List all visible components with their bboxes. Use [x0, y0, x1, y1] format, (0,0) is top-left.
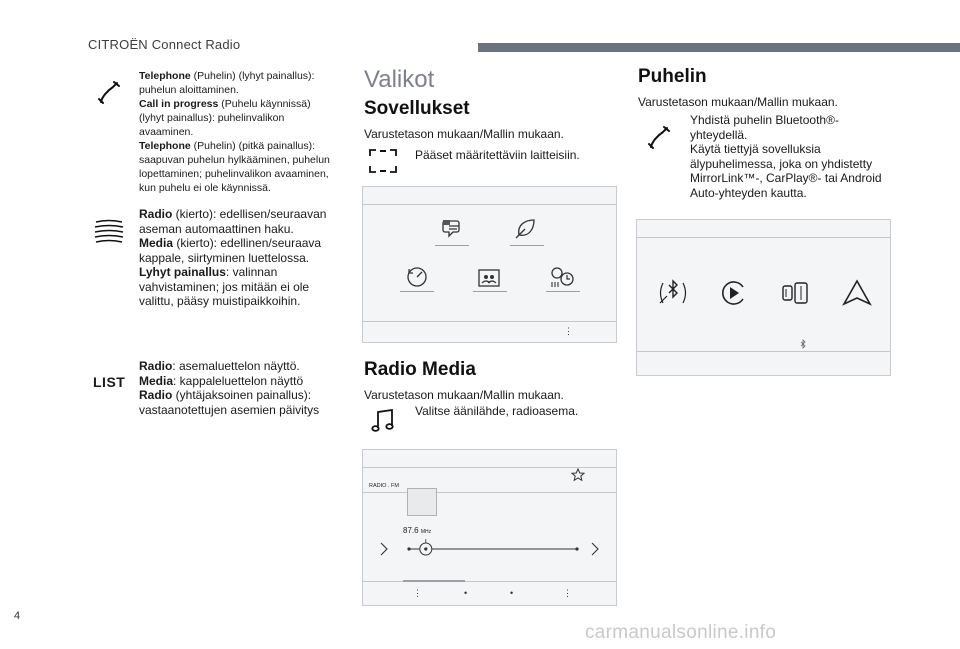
text-line: puhelun aloittaminen.: [139, 84, 239, 96]
text-line: Yhdistä puhelin Bluetooth®-: [690, 113, 839, 127]
text-line-bold: Radio: [139, 359, 173, 373]
mirrorlink-icon[interactable]: [779, 277, 813, 309]
frequency-slider[interactable]: [377, 538, 602, 562]
dot-icon[interactable]: •: [510, 588, 514, 598]
gauge-icon[interactable]: [405, 265, 429, 289]
carplay-icon[interactable]: [717, 277, 749, 309]
text-line-bold: Call in progress: [139, 98, 219, 110]
list-description: [139, 359, 354, 417]
page-number: 4: [14, 610, 21, 622]
telephone-description: [139, 69, 354, 195]
text-line: Radio (yhtäjaksoinen painallus):: [139, 388, 312, 402]
next-station-icon[interactable]: [592, 543, 598, 555]
text-line: Call in progress (Puhelu käynnissä): [139, 98, 311, 110]
contacts-card-icon[interactable]: [477, 267, 501, 289]
apps-screen: [362, 186, 617, 343]
rotary-knob-icon: [94, 219, 124, 243]
more-options-icon[interactable]: ⋮: [563, 588, 572, 598]
text-line: kun puhelu ei ole käynnissä.: [139, 182, 271, 194]
android-auto-icon[interactable]: [841, 277, 873, 309]
text-line: aseman automaattinen haku.: [139, 221, 294, 236]
dot-icon[interactable]: •: [464, 588, 468, 598]
page-header-title: CITROËN Connect Radio: [88, 37, 241, 52]
header-bar: [478, 43, 960, 52]
text-line: vahvistaminen; jos mitään ei ole: [139, 279, 310, 294]
climate-timer-icon[interactable]: [549, 265, 575, 289]
text-line: Media (kierto): edellinen/seuraava: [139, 236, 322, 250]
phone-icon: [97, 80, 123, 106]
phone-screen: [636, 219, 891, 376]
text-line: saapuvan puhelun hylkääminen, puhelun: [139, 154, 330, 166]
radio-knob-description: [139, 207, 354, 309]
radio-screen: [362, 449, 617, 606]
phone-description: [690, 113, 890, 200]
active-tab-indicator: [403, 580, 465, 582]
phone-icon: [647, 125, 673, 151]
star-favorite-icon[interactable]: [571, 468, 585, 482]
text-line-bold: Radio: [139, 207, 173, 221]
text-line: Radio: asemaluettelon näyttö.: [139, 359, 300, 373]
slider-knob[interactable]: [420, 539, 432, 555]
connected-apps-icon[interactable]: [441, 217, 465, 241]
music-note-icon: [370, 408, 396, 434]
more-options-icon[interactable]: ⋮: [413, 588, 422, 598]
menus-heading: Valikot: [364, 66, 435, 93]
leaf-eco-icon[interactable]: [513, 217, 537, 241]
text-line-bold: Media: [139, 373, 174, 388]
radio-media-subtitle: Varustetason mukaan/Mallin mukaan.: [364, 388, 564, 402]
text-line: vastaanotettujen asemien päivitys: [139, 402, 320, 417]
text-line: Telephone (Puhelin) (lyhyt painallus):: [139, 70, 315, 82]
band-label: RADIO . FM: [369, 483, 399, 489]
text-line-bold: Media: [139, 236, 174, 250]
text-line: valittu, pääsy muistipaikkoihin.: [139, 294, 301, 308]
apps-title: Sovellukset: [364, 98, 470, 119]
text-line-bold: Telephone: [139, 70, 191, 82]
text-line: Lyhyt painallus: valinnan: [139, 265, 278, 279]
radio-media-description: Valitse äänilähde, radioasema.: [415, 404, 579, 418]
text-line-bold: Telephone: [139, 140, 191, 152]
text-line: avaaminen.: [139, 126, 194, 138]
watermark: carmanualsonline.info: [585, 622, 777, 643]
text-line-bold: Lyhyt painallus: [139, 265, 226, 279]
station-artwork: [407, 488, 437, 516]
more-options-icon[interactable]: ⋮: [564, 326, 573, 336]
apps-grid-icon: [368, 148, 398, 174]
apps-subtitle: Varustetason mukaan/Mallin mukaan.: [364, 127, 564, 141]
apps-description: Pääset määritettäviin laitteisiin.: [415, 148, 580, 162]
text-line: kappale, siirtyminen luettelossa.: [139, 250, 310, 265]
text-line: lopettaminen; puhelinvalikon avaaminen,: [139, 168, 329, 180]
phone-title: Puhelin: [638, 66, 707, 87]
list-button-label: LIST: [93, 374, 126, 390]
text-line: MirrorLink™-, CarPlay®- tai Android: [690, 171, 882, 185]
frequency-value: 87.6 MHz: [403, 526, 432, 535]
text-line: Käytä tiettyjä sovelluksia: [690, 142, 821, 156]
previous-station-icon[interactable]: [381, 543, 387, 555]
text-line: Radio (kierto): edellisen/seuraavan: [139, 207, 327, 221]
radio-media-title: Radio Media: [364, 359, 476, 380]
bluetooth-icon[interactable]: [657, 277, 689, 309]
text-line: (lyhyt painallus): puhelinvalikon: [139, 112, 285, 124]
phone-subtitle: Varustetason mukaan/Mallin mukaan.: [638, 95, 838, 109]
text-line: Telephone (Puhelin) (pitkä painallus):: [139, 140, 316, 152]
bluetooth-small-icon: [799, 339, 807, 349]
text-line-bold: Radio: [139, 388, 173, 402]
text-line: Media: kappaleluettelon näyttö: [139, 373, 304, 388]
text-line: Auto-yhteyden kautta.: [690, 185, 807, 200]
text-line: älypuhelimessa, joka on yhdistetty: [690, 156, 873, 171]
text-line: yhteydellä.: [690, 127, 748, 142]
